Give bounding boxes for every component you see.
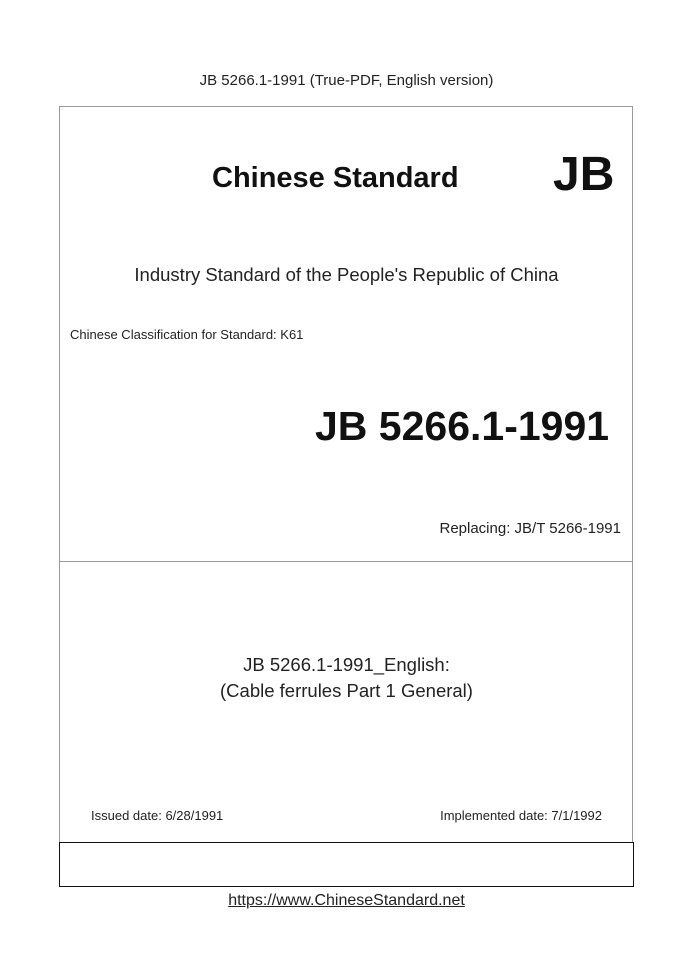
issued-date: Issued date: 6/28/1991	[91, 808, 224, 823]
english-title-line-1: JB 5266.1-1991_English:	[243, 654, 450, 675]
english-title	[0, 652, 693, 704]
implemented-date: Implemented date: 7/1/1992	[440, 808, 602, 823]
standard-number: JB 5266.1-1991	[315, 403, 610, 449]
page-header: JB 5266.1-1991 (True-PDF, English version)	[199, 72, 494, 89]
cover-footer-strip	[59, 842, 634, 887]
replacing-line: Replacing: JB/T 5266-1991	[439, 520, 621, 537]
english-title-line-2: (Cable ferrules Part 1 General)	[220, 680, 473, 701]
classification-line: Chinese Classification for Standard: K61	[70, 327, 304, 342]
cover-title: Chinese Standard	[212, 162, 459, 194]
industry-standard-line: Industry Standard of the People's Republic of China	[134, 264, 559, 285]
website-link[interactable]: https://www.ChineseStandard.net	[228, 892, 465, 909]
standard-code-mark: JB	[553, 148, 615, 201]
